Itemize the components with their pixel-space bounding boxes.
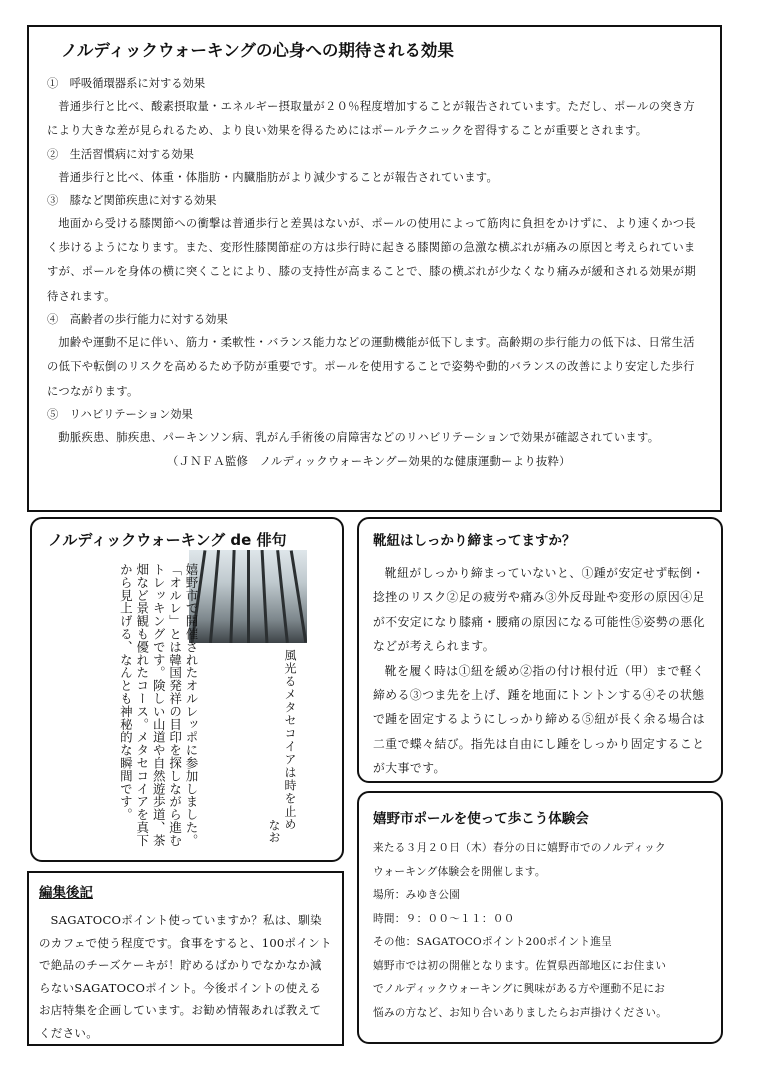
shoelace-section	[357, 517, 723, 783]
event-body	[373, 837, 709, 1025]
haiku-description: 嬉野市で開催されたオルレッポに参加しました。「オルレ」とは韓国発祥の目印を探しながら進むトレッキングです。険しい山道や自然遊歩道、茶畑など景観も優れたコース。メタセコイアを真下から見上げる、なんとも神秘的な瞬間です。	[118, 563, 199, 847]
effects-paragraph: 普通歩行と比べ、体重・体脂肪・内臓脂肪がより減少することが報告されています。	[58, 170, 499, 184]
effects-paragraph: 普通歩行と比べ、酸素摂取量・エネルギー摂取量が２０％程度増加することが報告されています。ただし、ポールの突き方により大きな差が見られるため、より良い効果を得るためにはポールテクニックを習得することが重要とされます。	[47, 100, 696, 138]
event-section	[357, 791, 723, 1044]
effects-section	[27, 25, 722, 512]
effects-heading: ③ 膝など関節疾患に対する効果	[47, 193, 217, 207]
event-line: 来たる３月２０日（木）春分の日に嬉野市でのノルディック	[373, 842, 666, 854]
event-time: 時間：９：００〜１１：００	[373, 912, 515, 925]
effects-heading: ⑤ リハビリテーション効果	[47, 407, 193, 421]
effects-item	[47, 404, 702, 475]
source-credit: （ＪＮＦＡ監修 ノルディックウォーキングー効果的な健康運動ーより抜粋）	[167, 455, 571, 469]
event-line: 悩みの方など、お知り合いありましたらお声掛けください。	[373, 1006, 668, 1019]
event-line: でノルディックウォーキングに興味がある方や運動不足にお	[373, 983, 666, 995]
haiku-section	[30, 517, 344, 862]
effects-paragraph: 地面から受ける膝関節への衝撃は普通歩行と差異はないが、ポールの使用によって筋肉に負担をかけずに、より速くかつ長く歩けるようになります。また、変形性膝関節症の方は歩行時に起きる膝関節の急激な横ぶれが痛みの原因と考えられていますが、ポールを身体の横に突くことにより、膝の支持性が高まることで、膝の横ぶれが少なくなり痛みが緩和される効果が期待されます。	[47, 216, 696, 303]
event-other: その他：SAGATOCOポイント200ポイント進呈	[373, 936, 613, 948]
effects-heading: ① 呼吸循環器系に対する効果	[47, 77, 206, 90]
event-place: 場所：みゆき公園	[373, 889, 461, 901]
metasequoia-photo	[189, 550, 307, 643]
shoelace-paragraph: 靴を履く時は①紐を緩め②指の付け根付近（甲）まで軽く締める③つま先を上げ、踵を地面にトントンする④その状態で踵を固定するようにしっかり締める⑤紐が長く余る場合は二重で蝶々結び。指先は自由にし踵をしっかり固定することが大事です。	[373, 663, 706, 776]
effects-item	[47, 309, 702, 404]
editor-note-title: 編集後記	[39, 885, 93, 901]
event-line: 嬉野市では初の開催となります。佐賀県西部地区にお住まい	[373, 959, 667, 972]
effects-item	[47, 73, 702, 144]
shoelace-title: 靴紐はしっかり締まってますか？	[373, 533, 576, 549]
haiku-poem: 風光るメタセコイアは時を止め	[283, 649, 297, 831]
event-title: 嬉野市ポールを使って歩こう体験会	[373, 811, 589, 827]
effects-heading: ④ 高齢者の歩行能力に対する効果	[47, 313, 228, 327]
editor-note-section	[27, 871, 344, 1046]
editor-note-body: SAGATOCOポイント使っていますか？私は、馴染のカフェで使う程度です。食事をすると、100ポイントで絶品のチーズケーキが！貯めるばかりでなかなか減らないSAGATOCOポイント。今後ポイントの使えるお店特集を企画しています。お勧め情報あれば教えてください。	[39, 913, 332, 1040]
effects-paragraph-text: 動脈疾患、肺疾患、パーキンソン病、乳がん手術後の肩障害などのリハビリテーションで効果が確認されています。	[58, 430, 660, 444]
event-line: ウォーキング体験会を開催します。	[373, 865, 546, 878]
shoelace-paragraph: 靴紐がしっかり締まっていないと、①踵が安定せず転倒・捻挫のリスク②足の疲労や痛み③外反母趾や変形の原因④足が不安定になり膝痛・腰痛の原因になる可能性⑤姿勢の悪化などが考えられます。	[373, 566, 706, 654]
effects-item	[47, 190, 702, 309]
effects-title: ノルディックウォーキングの心身への期待される効果	[61, 41, 454, 60]
effects-item	[47, 144, 702, 190]
effects-paragraph: 加齢や運動不足に伴い、筋力・柔軟性・バランス能力などの運動機能が低下します。高齢期の歩行能力の低下は、日常生活の低下や転倒のリスクを高めるため予防が重要です。ポールを使用することで姿勢や動的バランスの改善により安定した歩行につながります。	[47, 336, 695, 398]
haiku-title: ノルディックウォーキング de 俳句	[48, 531, 287, 549]
effects-paragraph	[47, 426, 702, 475]
haiku-author: なお	[267, 819, 281, 843]
effects-heading: ② 生活習慣病に対する効果	[47, 147, 194, 161]
